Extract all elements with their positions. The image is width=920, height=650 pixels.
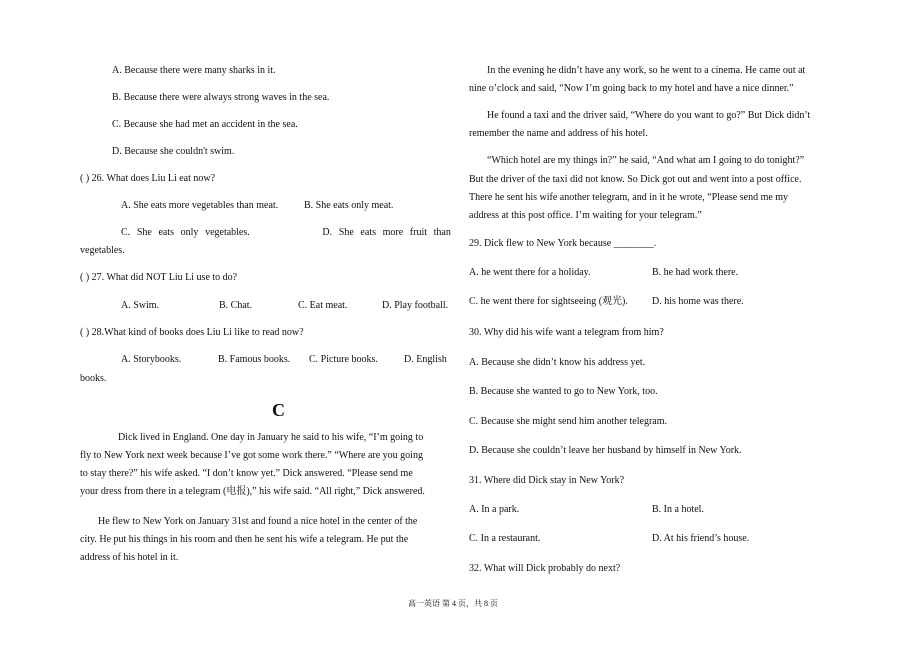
q25-option-b: B. Because there were always strong waves in the sea. — [112, 92, 330, 103]
passage-line: But the driver of the taxi did not know. So Dick got out and went into a post office. — [469, 174, 802, 185]
word: fruit — [409, 227, 428, 238]
q27-option-c: C. Eat meat. — [298, 300, 348, 311]
word: more — [382, 227, 404, 238]
q30-option-a: A. Because she didn’t know his address yet. — [469, 357, 646, 368]
passage-line: Dick lived in England. One day in January he said to his wife, “I’m going to — [118, 432, 424, 443]
q28-option-a: A. Storybooks. — [121, 354, 182, 365]
q31-stem: 31. Where did Dick stay in New York? — [469, 475, 625, 486]
passage-line: address at this post office. I’m waiting for your telegram.” — [469, 210, 702, 221]
q31-option-a: A. In a park. — [469, 504, 520, 515]
q28-stem: ( ) 28.What kind of books does Liu Li like to read now? — [80, 327, 304, 338]
passage-line: There he sent his wife another telegram, and in it he wrote, “Please send me my — [469, 192, 789, 203]
q26-option-b: B. She eats only meat. — [304, 200, 394, 211]
q28-option-d-continued: books. — [80, 373, 107, 384]
passage-line: He flew to New York on January 31st and found a nice hotel in the center of the — [98, 516, 418, 527]
word: She — [136, 227, 152, 238]
passage-line: “Which hotel are my things in?” he said, “And what am I going to do tonight?” — [487, 155, 805, 166]
q26-option-a: A. She eats more vegetables than meat. — [121, 200, 279, 211]
q28-option-d: D. English — [404, 354, 447, 365]
q32-stem: 32. What will Dick probably do next? — [469, 563, 621, 574]
q29-stem: 29. Dick flew to New York because ________. — [469, 238, 657, 249]
q25-option-d: D. Because she couldn't swim. — [112, 146, 235, 157]
q28-option-c: C. Picture books. — [309, 354, 378, 365]
word: only — [180, 227, 199, 238]
passage-line: He found a taxi and the driver said, “Where do you want to go?” But Dick didn’t — [487, 110, 811, 121]
section-heading: C — [272, 400, 285, 420]
q27-option-b: B. Chat. — [219, 300, 253, 311]
q30-option-d: D. Because she couldn’t leave her husband by himself in New York. — [469, 445, 742, 456]
q27-stem: ( ) 27. What did NOT Liu Li use to do? — [80, 272, 238, 283]
passage-line: to stay there?” his wife asked. “I don’t know yet.” Dick answered. “Please send me — [80, 468, 413, 479]
q26-options-cd-line — [121, 227, 451, 239]
word: eats — [158, 227, 174, 238]
word: eats — [360, 227, 376, 238]
q29-option-c: C. he went there for sightseeing (观光). — [469, 296, 628, 307]
passage-line: fly to New York next week because I’ve got some work there.” “Where are you going — [80, 450, 423, 461]
q26-stem: ( ) 26. What does Liu Li eat now? — [80, 173, 216, 184]
word: She — [338, 227, 354, 238]
q29-option-a: A. he went there for a holiday. — [469, 267, 591, 278]
q30-option-c: C. Because she might send him another telegram. — [469, 416, 668, 427]
q26-option-d-continued: vegetables. — [80, 245, 125, 256]
q30-option-b: B. Because she wanted to go to New York, too. — [469, 386, 658, 397]
passage-line: address of his hotel in it. — [80, 552, 179, 563]
q31-option-b: B. In a hotel. — [652, 504, 704, 515]
word: vegetables. — [205, 227, 250, 238]
passage-line: your dress from there in a telegram (电报),” his wife said. “All right,” Dick answered. — [80, 486, 425, 497]
word: C. — [121, 227, 131, 238]
q29-option-b: B. he had work there. — [652, 267, 739, 278]
page-footer: 高一英语 第 4 页，共 8 页 — [408, 599, 498, 608]
q27-option-a: A. Swim. — [121, 300, 160, 311]
q28-option-b: B. Famous books. — [218, 354, 291, 365]
passage-line: In the evening he didn’t have any work, so he went to a cinema. He came out at — [487, 65, 806, 76]
word: D. — [322, 227, 333, 238]
passage-line: nine o’clock and said, “Now I’m going back to my hotel and have a nice dinner.” — [469, 83, 794, 94]
word: than — [433, 227, 451, 238]
q31-option-c: C. In a restaurant. — [469, 533, 541, 544]
q25-option-a: A. Because there were many sharks in it. — [112, 65, 276, 76]
q29-option-d: D. his home was there. — [652, 296, 744, 307]
q27-option-d: D. Play football. — [382, 300, 449, 311]
q31-option-d: D. At his friend’s house. — [652, 533, 750, 544]
passage-line: city. He put his things in his room and then he sent his wife a telegram. He put the — [80, 534, 409, 545]
q25-option-c: C. Because she had met an accident in the sea. — [112, 119, 298, 130]
q30-stem: 30. Why did his wife want a telegram from him? — [469, 327, 664, 338]
passage-line: remember the name and address of his hotel. — [469, 128, 648, 139]
